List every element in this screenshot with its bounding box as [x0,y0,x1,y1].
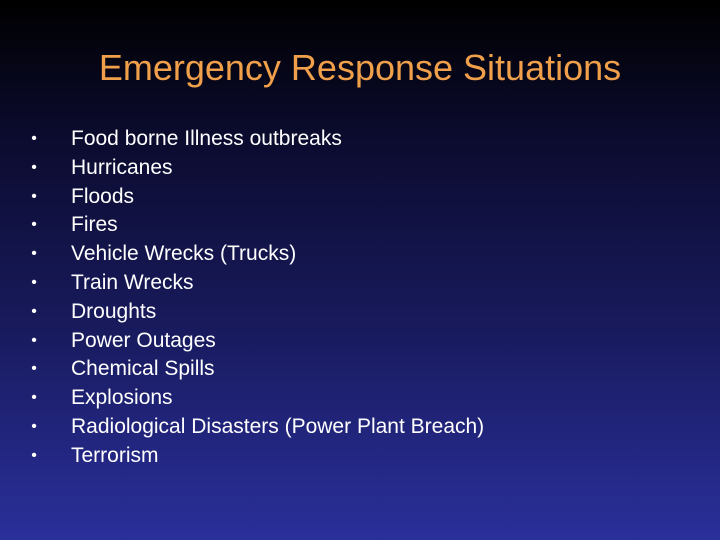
bullet-text: Floods [71,184,135,208]
bullet-item [28,183,484,212]
bullet-text: Vehicle Wrecks (Trucks) [71,242,297,266]
bullet-item [28,298,484,327]
bullet-icon: • [31,331,37,349]
bullet-text: Chemical Spills [71,357,215,381]
bullet-item [28,355,484,384]
bullet-list [28,125,484,471]
bullet-item [28,269,484,298]
bullet-text: Power Outages [71,328,216,352]
bullet-icon: • [31,302,37,320]
bullet-icon: • [31,130,37,147]
bullet-icon: • [31,245,37,263]
bullet-item [28,211,484,240]
bullet-icon: • [31,273,37,291]
bullet-icon: • [31,158,37,176]
bullet-icon: • [31,216,37,234]
bullet-text: Train Wrecks [71,270,194,294]
bullet-text: Fires [71,213,118,237]
bullet-text: Explosions [71,386,173,410]
bullet-icon: • [31,446,37,464]
bullet-icon: • [31,417,37,435]
bullet-text: Hurricanes [71,155,173,179]
bullet-icon: • [31,389,37,407]
bullet-item [28,154,484,183]
bullet-text: Food borne Illness outbreaks [71,127,342,150]
bullet-text: Droughts [71,299,157,323]
bullet-icon: • [31,187,37,205]
bullet-item [28,125,484,154]
bullet-text: Terrorism [71,443,159,467]
bullet-item [28,413,484,442]
bullet-item [28,442,484,471]
bullet-icon: • [31,360,37,378]
slide-title: Emergency Response Situations [98,47,622,88]
bullet-item [28,384,484,413]
bullet-item [28,327,484,356]
bullet-item [28,240,484,269]
bullet-text: Radiological Disasters (Power Plant Breach) [71,414,485,438]
